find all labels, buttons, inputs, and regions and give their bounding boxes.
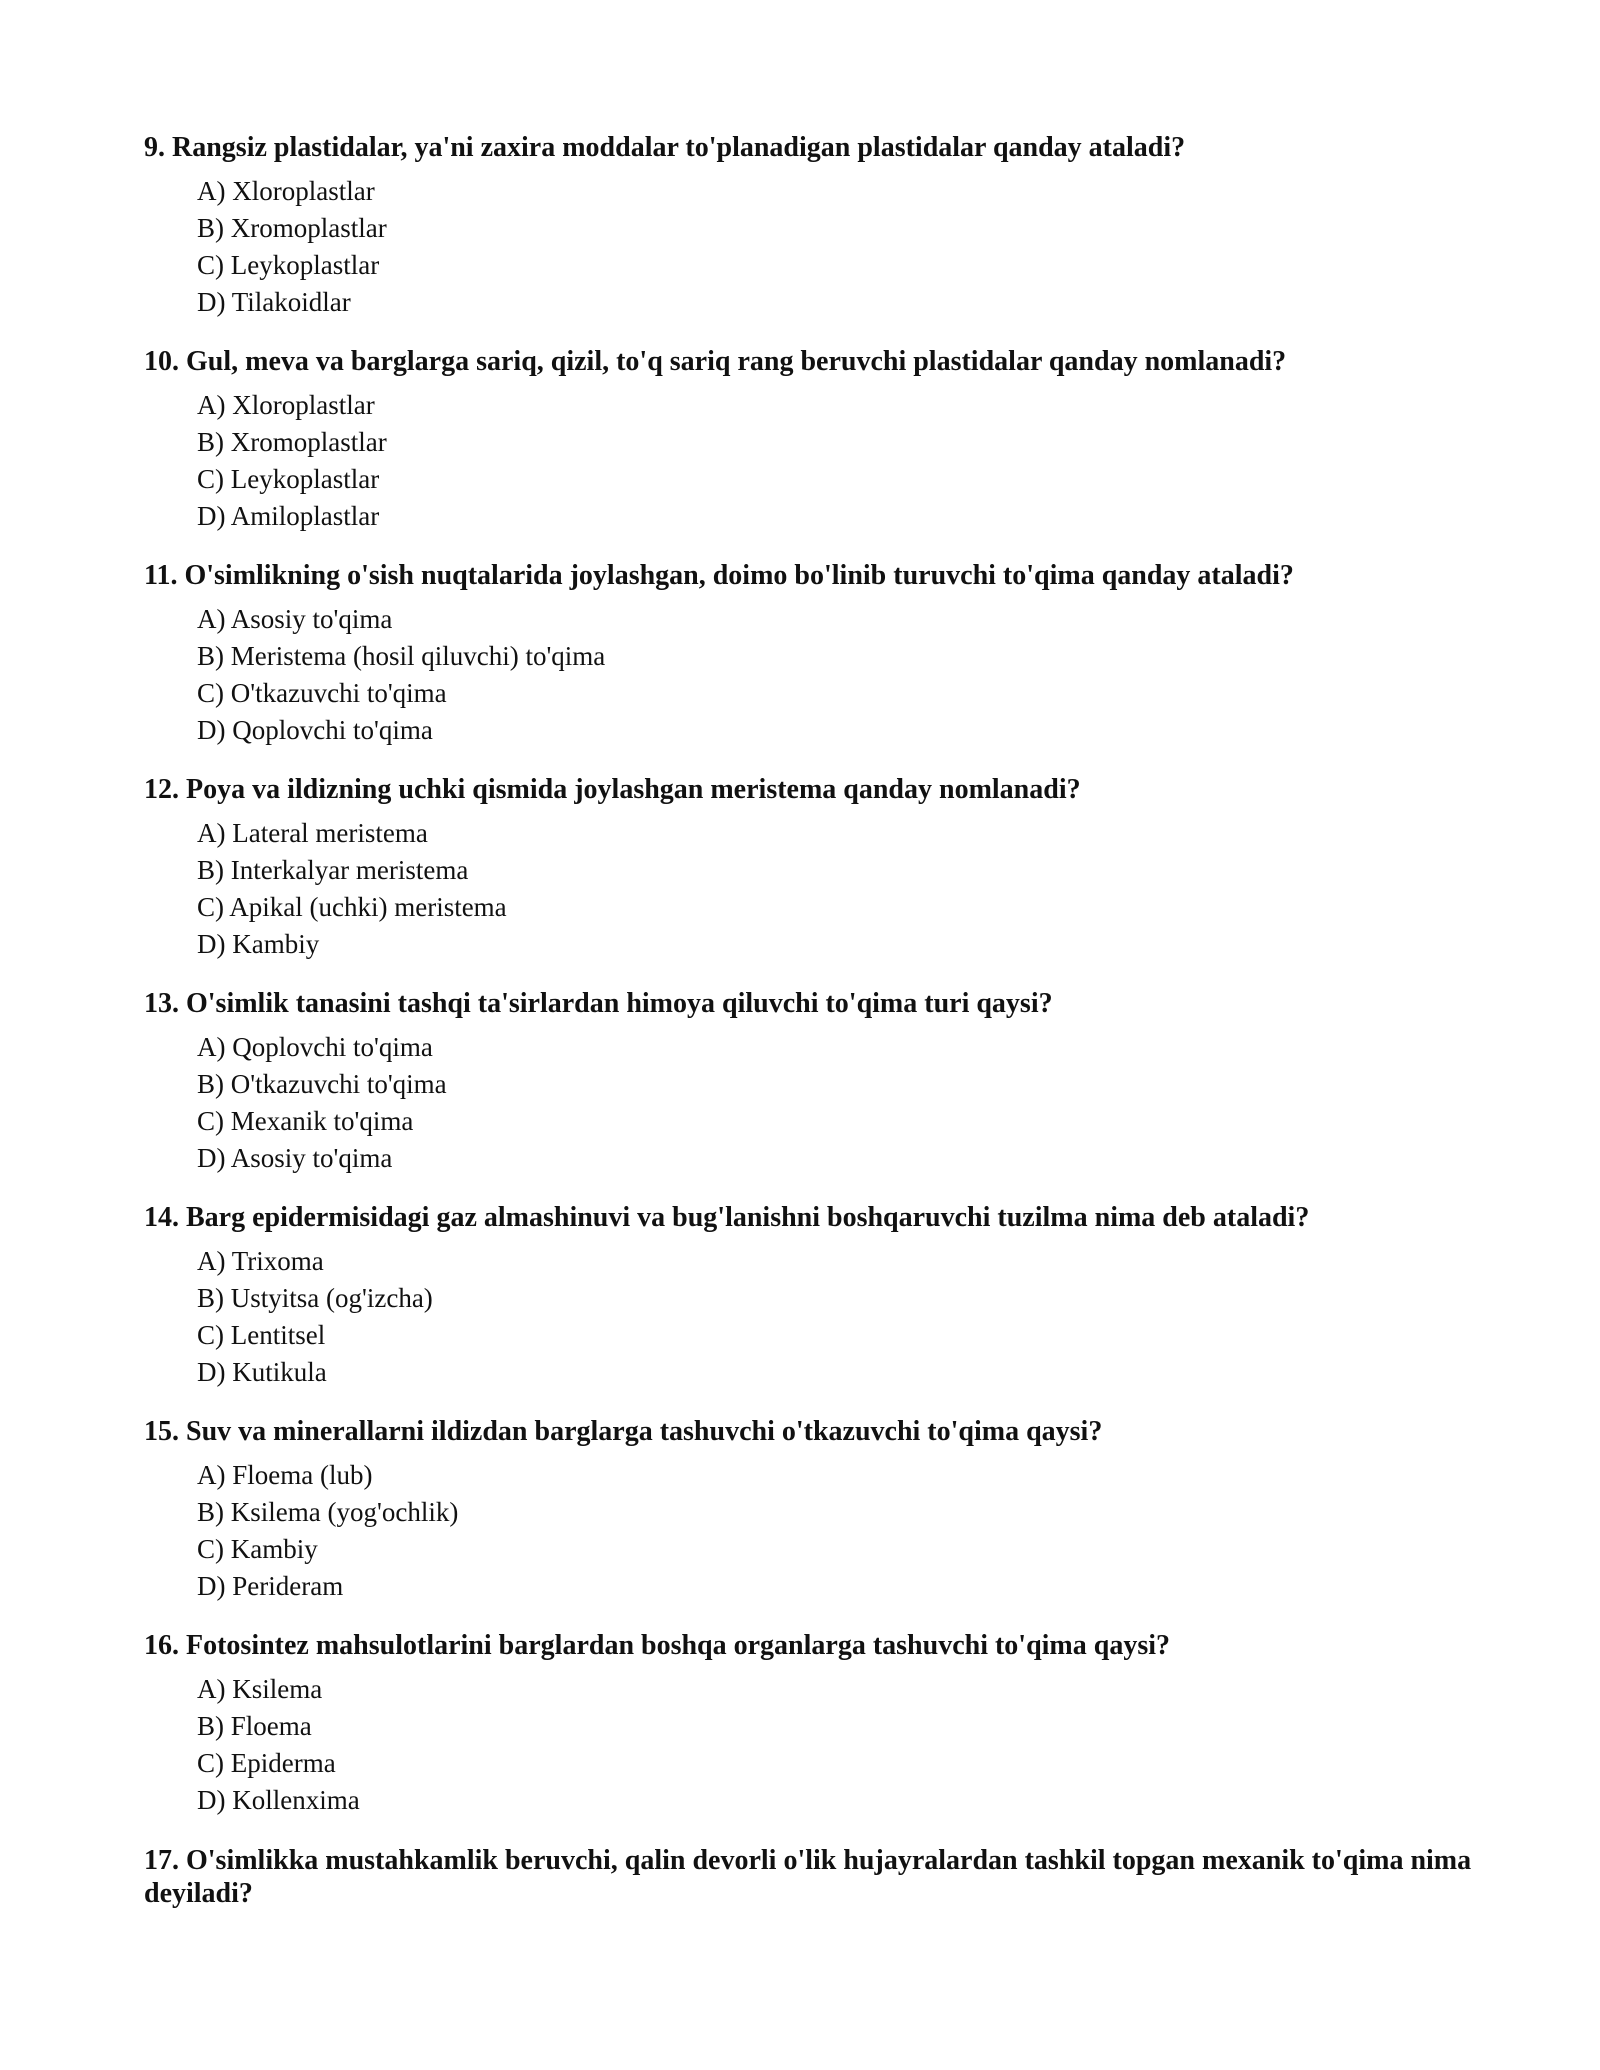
question-text: 10. Gul, meva va barglarga sariq, qizil, to'q sariq rang beruvchi plastidalar qanday nomlanadi?: [144, 346, 1287, 377]
question-17: [144, 1844, 1474, 1910]
question-text: 15. Suv va minerallarni ildizdan barglarga tashuvchi o'tkazuvchi to'qima qaysi?: [144, 1416, 1103, 1447]
question-text: 13. O'simlik tanasini tashqi ta'sirlardan himoya qiluvchi to'qima turi qaysi?: [144, 988, 1053, 1019]
option-c: C) Epiderma: [197, 1748, 336, 1778]
question-15: [144, 1415, 1464, 1605]
answer-options: [144, 1457, 1464, 1605]
question-text: 14. Barg epidermisidagi gaz almashinuvi va bug'lanishni boshqaruvchi tuzilma nima deb ataladi?: [144, 1202, 1310, 1233]
option-d: D) Kollenxima: [197, 1785, 360, 1815]
option-d: D) Asosiy to'qima: [197, 1143, 393, 1173]
option-b: B) Xromoplastlar: [197, 427, 387, 457]
option-b: B) Meristema (hosil qiluvchi) to'qima: [197, 641, 606, 671]
option-c: C) Kambiy: [197, 1534, 318, 1564]
option-c: C) O'tkazuvchi to'qima: [197, 678, 447, 708]
option-a: A) Floema (lub): [197, 1460, 373, 1490]
option-c: C) Mexanik to'qima: [197, 1106, 414, 1136]
question-10: [144, 345, 1464, 535]
option-c: C) Leykoplastlar: [197, 250, 380, 280]
option-b: B) Ksilema (yog'ochlik): [197, 1497, 459, 1527]
question-9: [144, 131, 1464, 321]
option-a: A) Xloroplastlar: [197, 176, 375, 206]
answer-options: [144, 815, 1464, 963]
answer-options: [144, 387, 1464, 535]
question-12: [144, 773, 1464, 963]
option-d: D) Qoplovchi to'qima: [197, 715, 433, 745]
option-d: D) Amiloplastlar: [197, 501, 380, 531]
question-text: 12. Poya va ildizning uchki qismida joylashgan meristema qanday nomlanadi?: [144, 774, 1081, 805]
question-text: 11. O'simlikning o'sish nuqtalarida joylashgan, doimo bo'linib turuvchi to'qima qanday ataladi?: [144, 560, 1294, 591]
answer-options: [144, 601, 1464, 749]
option-a: A) Asosiy to'qima: [197, 604, 393, 634]
question-text: 17. O'simlikka mustahkamlik beruvchi, qalin devorli o'lik hujayralardan tashkil topgan mexanik to'qima nima deyiladi?: [144, 1845, 1472, 1909]
option-d: D) Kutikula: [197, 1357, 327, 1387]
option-a: A) Trixoma: [197, 1246, 324, 1276]
question-text: 9. Rangsiz plastidalar, ya'ni zaxira moddalar to'planadigan plastidalar qanday ataladi?: [144, 132, 1186, 163]
question-11: [144, 559, 1464, 749]
option-d: D) Kambiy: [197, 929, 320, 959]
question-text: 16. Fotosintez mahsulotlarini barglardan boshqa organlarga tashuvchi to'qima qaysi?: [144, 1630, 1171, 1661]
answer-options: [144, 173, 1464, 321]
option-b: B) Floema: [197, 1711, 312, 1741]
option-c: C) Apikal (uchki) meristema: [197, 892, 507, 922]
question-14: [144, 1201, 1464, 1391]
option-b: B) O'tkazuvchi to'qima: [197, 1069, 447, 1099]
option-d: D) Perideram: [197, 1571, 344, 1601]
option-c: C) Leykoplastlar: [197, 464, 380, 494]
answer-options: [144, 1029, 1464, 1177]
option-a: A) Lateral meristema: [197, 818, 428, 848]
option-b: B) Ustyitsa (og'izcha): [197, 1283, 433, 1313]
question-16: [144, 1629, 1464, 1819]
question-13: [144, 987, 1464, 1177]
option-a: A) Ksilema: [197, 1674, 323, 1704]
option-b: B) Xromoplastlar: [197, 213, 387, 243]
option-a: A) Xloroplastlar: [197, 390, 375, 420]
option-b: B) Interkalyar meristema: [197, 855, 469, 885]
option-d: D) Tilakoidlar: [197, 287, 351, 317]
option-a: A) Qoplovchi to'qima: [197, 1032, 433, 1062]
answer-options: [144, 1671, 1464, 1819]
option-c: C) Lentitsel: [197, 1320, 326, 1350]
answer-options: [144, 1243, 1464, 1391]
